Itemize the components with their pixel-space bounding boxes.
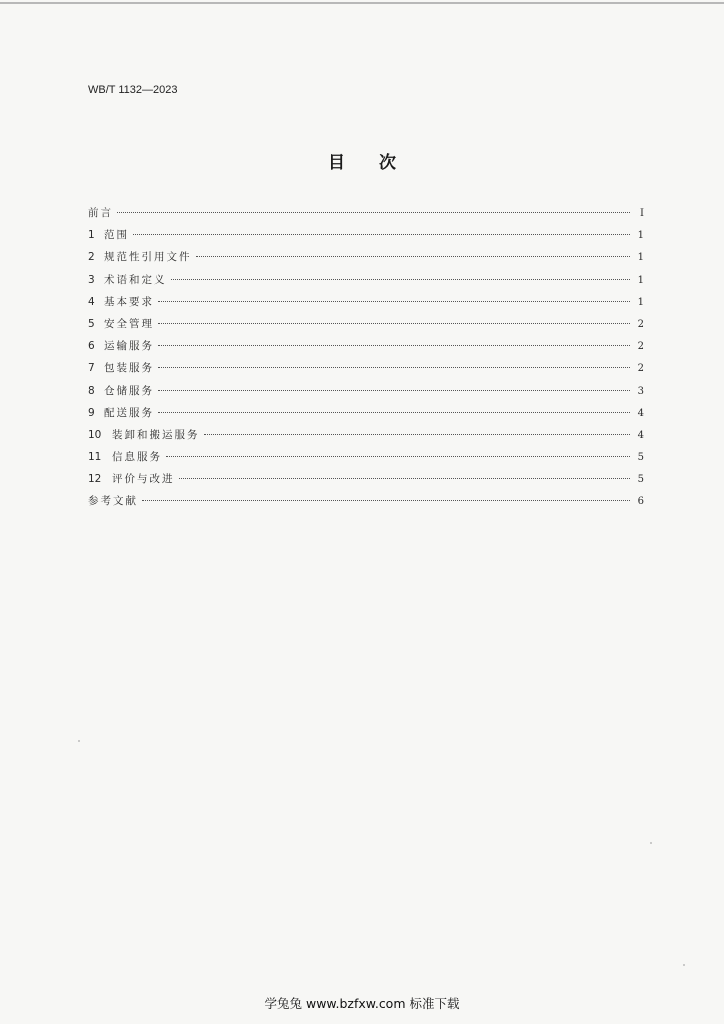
toc-entry-page: 1 [637, 296, 644, 308]
toc-entry[interactable] [88, 449, 644, 471]
toc-entry-label: 评价与改进 [112, 473, 175, 486]
toc-entry[interactable] [88, 427, 644, 449]
toc-entry-label: 运输服务 [104, 340, 154, 353]
document-id: WB/T 1132—2023 [88, 84, 178, 96]
toc-entry-page: 1 [637, 252, 644, 264]
toc-entry[interactable] [88, 205, 644, 227]
toc-dot-leader [204, 434, 631, 435]
toc-entry-number: 1 [88, 229, 95, 242]
toc-entry-number: 12 [88, 473, 102, 486]
toc-entry-label: 信息服务 [112, 451, 162, 464]
toc-entry[interactable] [88, 227, 644, 249]
footer-watermark: 学兔兔 www.bzfxw.com 标准下载 [264, 996, 460, 1011]
toc-entry-label: 安全管理 [104, 317, 154, 330]
toc-entry-page: 2 [637, 318, 644, 330]
toc-dot-leader [117, 212, 630, 213]
toc-entry-page: 2 [637, 341, 644, 353]
toc-entry[interactable] [88, 338, 644, 360]
toc-entry-number: 7 [88, 362, 95, 375]
toc-entry-number: 6 [88, 340, 95, 353]
toc-entry-number: 5 [88, 317, 95, 330]
toc-entry-number: 10 [88, 428, 102, 441]
toc-dot-leader [158, 323, 630, 324]
toc-entry-label: 装卸和搬运服务 [112, 428, 200, 441]
toc-entry[interactable] [88, 294, 644, 316]
toc-entry-label: 参考文献 [88, 495, 138, 508]
toc-entry-label: 规范性引用文件 [104, 251, 192, 264]
toc-entry-page: Ⅰ [640, 208, 644, 219]
toc-entry[interactable] [88, 360, 644, 382]
toc-entry-number: 8 [88, 384, 95, 397]
toc-dot-leader [171, 279, 631, 280]
toc-entry-label: 前言 [88, 207, 113, 219]
toc-entry-label: 包装服务 [104, 362, 154, 375]
toc-entry-number: 4 [88, 295, 95, 308]
toc-dot-leader [142, 500, 630, 501]
toc-entry-page: 5 [637, 474, 644, 486]
toc-entry-number: 9 [88, 406, 95, 419]
toc-entry-page: 3 [637, 385, 644, 397]
toc-entry-page: 4 [637, 407, 644, 419]
toc-entry[interactable] [88, 405, 644, 427]
toc-entry-number: 11 [88, 451, 102, 464]
toc-entry-label: 范围 [104, 229, 129, 242]
toc-entry-number: 3 [88, 273, 95, 286]
toc-dot-leader [179, 478, 631, 479]
toc-entry[interactable] [88, 471, 644, 493]
toc-dot-leader [166, 456, 630, 457]
toc-entry-page: 1 [637, 274, 644, 286]
toc-entry[interactable] [88, 316, 644, 338]
toc-entry-page: 4 [637, 429, 644, 441]
toc-entry[interactable] [88, 383, 644, 405]
toc-dot-leader [158, 412, 630, 413]
table-of-contents [88, 205, 644, 516]
toc-entry[interactable] [88, 493, 644, 515]
toc-entry-page: 1 [637, 230, 644, 242]
page-title: 目次 [328, 153, 430, 173]
toc-dot-leader [196, 256, 631, 257]
toc-dot-leader [158, 345, 630, 346]
scan-speck [650, 842, 652, 844]
toc-entry-page: 5 [637, 452, 644, 464]
toc-entry[interactable] [88, 272, 644, 294]
toc-entry-label: 术语和定义 [104, 273, 167, 286]
scan-speck [683, 964, 685, 966]
toc-entry-page: 6 [637, 496, 644, 508]
toc-dot-leader [158, 301, 630, 302]
toc-entry-page: 2 [637, 363, 644, 375]
top-rule [0, 2, 724, 4]
toc-dot-leader [158, 390, 630, 391]
toc-entry-label: 基本要求 [104, 295, 154, 308]
toc-dot-leader [133, 234, 630, 235]
toc-entry[interactable] [88, 249, 644, 271]
scan-speck [78, 740, 80, 742]
toc-entry-label: 仓储服务 [104, 384, 154, 397]
toc-entry-label: 配送服务 [104, 406, 154, 419]
toc-dot-leader [158, 367, 630, 368]
toc-entry-number: 2 [88, 251, 95, 264]
